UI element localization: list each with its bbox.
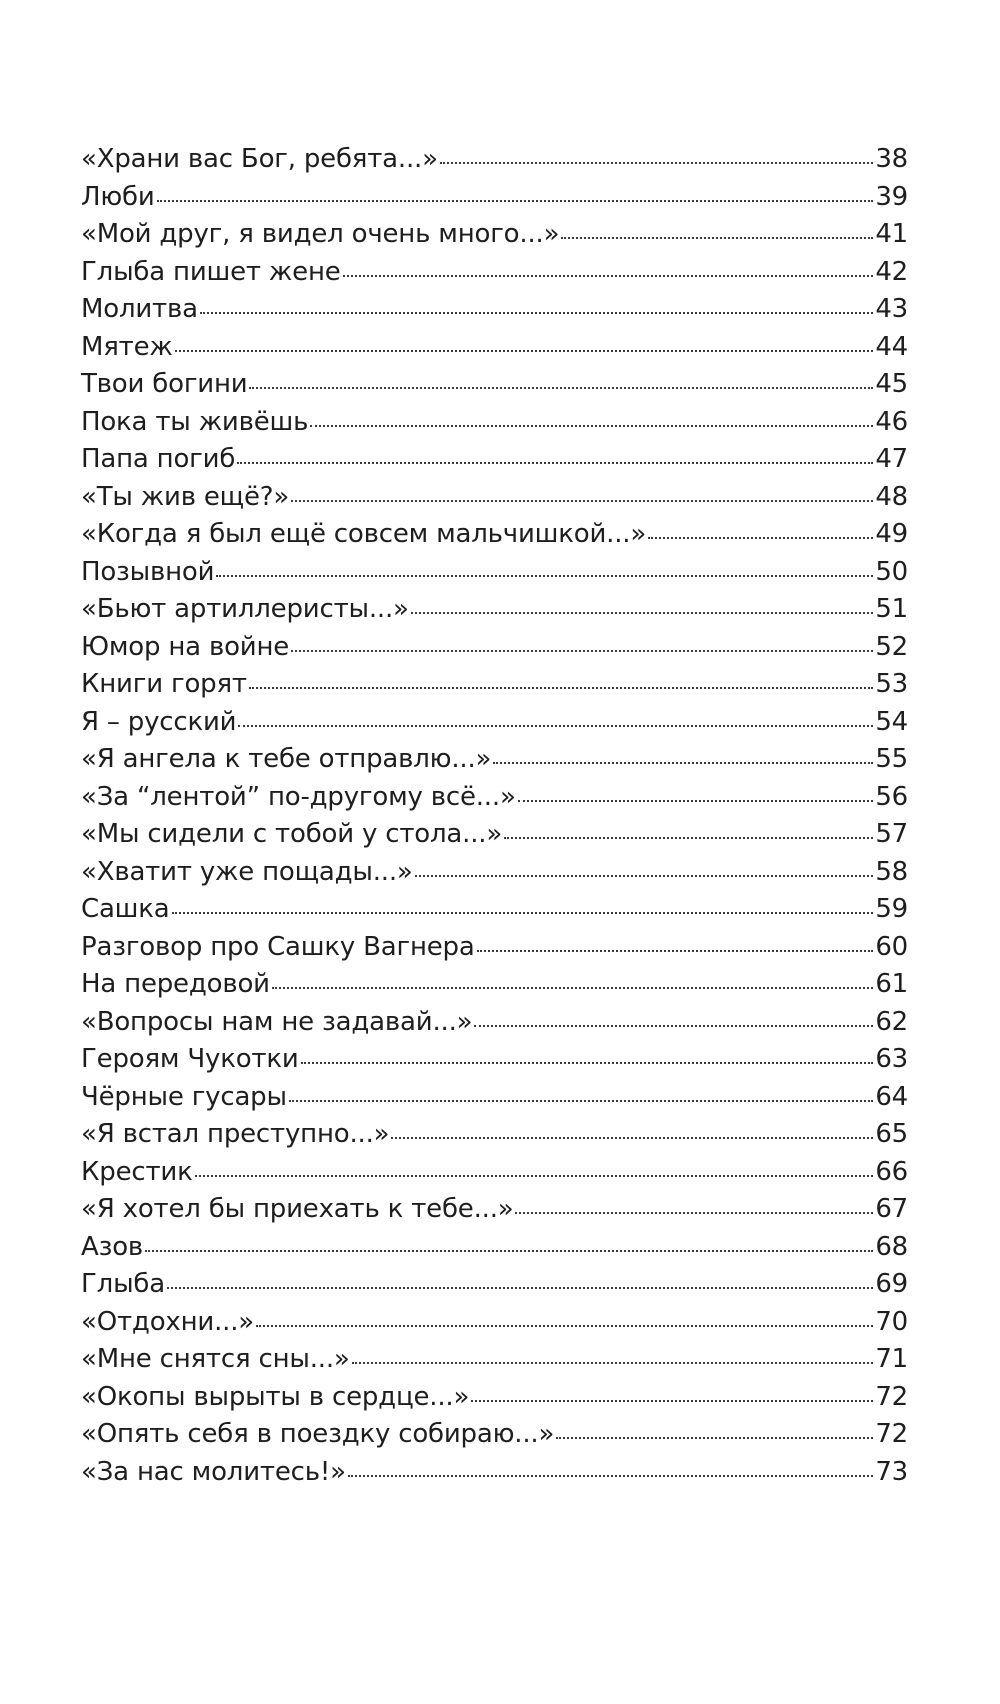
toc-entry-page-number: 70 [875,1306,908,1337]
toc-dot-leader [518,800,874,802]
toc-entry-page-number: 66 [875,1156,908,1187]
toc-dot-leader [391,1137,873,1139]
toc-dot-leader [272,987,873,989]
toc-entry [81,1041,908,1079]
toc-entry-page-number: 44 [875,331,908,362]
toc-entry-page-number: 48 [875,481,908,512]
toc-entry-title: «Я ангела к тебе отправлю...» [81,744,492,774]
toc-entry [81,704,908,742]
toc-dot-leader [172,912,874,914]
toc-entry-title: «Когда я был ещё совсем мальчишкой...» [81,519,647,549]
toc-dot-leader [301,1062,874,1064]
toc-entry-title: «Храни вас Бог, ребята...» [81,144,438,174]
toc-entry-page-number: 50 [875,556,908,587]
toc-dot-leader [200,312,873,314]
toc-entry-title: «Я хотел бы приехать к тебе...» [81,1194,514,1224]
toc-entry [81,141,908,179]
toc-dot-leader [352,1362,874,1364]
toc-dot-leader [343,275,874,277]
toc-entry-page-number: 55 [875,744,908,774]
toc-entry [81,479,908,517]
toc-entry [81,891,908,929]
toc-entry [81,291,908,329]
toc-entry [81,1304,908,1342]
toc-entry [81,1229,908,1267]
toc-entry-page-number: 38 [875,144,908,174]
toc-entry [81,1266,908,1304]
toc-entry-page-number: 39 [875,181,908,212]
toc-dot-leader [348,1475,874,1477]
toc-entry-title: На передовой [81,969,270,999]
toc-entry-title: «За нас молитесь!» [81,1456,346,1487]
toc-entry [81,516,908,554]
toc-entry-page-number: 69 [875,1269,908,1299]
toc-entry-page-number: 59 [875,894,908,924]
toc-entry-page-number: 45 [875,369,908,399]
toc-dot-leader [216,575,873,577]
toc-entry [81,854,908,892]
toc-entry-title: Твои богини [81,369,248,399]
toc-entry [81,1004,908,1042]
toc-entry-title: Я – русский [81,706,237,737]
toc-entry-title: Молитва [81,294,198,324]
toc-entry-title: Позывной [81,556,215,587]
toc-dot-leader [145,1250,873,1252]
toc-dot-leader [195,1175,874,1177]
toc-dot-leader [237,462,873,464]
toc-entry-page-number: 60 [875,931,908,962]
toc-entry-title: Люби [81,181,155,212]
toc-entry-title: Глыба пишет жене [81,256,341,287]
toc-dot-leader [504,837,873,839]
toc-entry-title: «Мой друг, я видел очень много...» [81,219,560,249]
toc-entry-page-number: 53 [875,669,908,699]
toc-dot-leader [411,612,874,614]
toc-entry [81,929,908,967]
toc-entry-page-number: 65 [875,1119,908,1149]
toc-entry-title: Сашка [81,894,170,924]
toc-entry-page-number: 62 [875,1006,908,1037]
toc-dot-leader [561,237,873,239]
toc-dot-leader [249,687,873,689]
toc-entry [81,366,908,404]
toc-entry [81,1116,908,1154]
toc-entry-title: «Отдохни...» [81,1306,254,1337]
toc-entry-title: Азов [81,1231,144,1262]
toc-entry-title: Крестик [81,1156,193,1187]
toc-dot-leader [175,350,874,352]
toc-entry-title: «Хватит уже пощады...» [81,856,413,887]
toc-entry-title: «Мне снятся сны...» [81,1344,350,1374]
toc-entry [81,666,908,704]
toc-entry-title: «Окопы вырыты в сердце...» [81,1381,470,1412]
toc-entry-title: «Ты жив ещё?» [81,481,290,512]
toc-entry [81,554,908,592]
toc-entry-page-number: 64 [875,1081,908,1112]
toc-entry-page-number: 58 [875,856,908,887]
toc-entry-page-number: 63 [875,1044,908,1074]
toc-dot-leader [249,387,873,389]
toc-entry [81,779,908,817]
toc-entry-title: «Мы сидели с тобой у стола...» [81,819,503,849]
toc-entry-page-number: 73 [875,1456,908,1487]
toc-entry-title: Папа погиб [81,444,236,474]
toc-entry-title: «Вопросы нам не задавай...» [81,1006,473,1037]
toc-dot-leader [440,162,873,164]
toc-entry-title: «Опять себя в поездку собираю...» [81,1419,555,1449]
toc-entry [81,404,908,442]
toc-entry-page-number: 68 [875,1231,908,1262]
toc-dot-leader [157,200,874,202]
toc-entry-page-number: 71 [875,1344,908,1374]
toc-entry-title: «Бьют артиллеристы...» [81,594,409,624]
toc-entry [81,591,908,629]
toc-entry-page-number: 49 [875,519,908,549]
toc-dot-leader [238,725,873,727]
toc-entry-page-number: 57 [875,819,908,849]
toc-entry [81,216,908,254]
toc-entry [81,254,908,292]
toc-entry-title: Разговор про Сашку Вагнера [81,931,475,962]
toc-dot-leader [474,1025,873,1027]
toc-entry-page-number: 41 [875,219,908,249]
toc-entry [81,1454,908,1492]
toc-entry-page-number: 51 [875,594,908,624]
toc-dot-leader [291,650,873,652]
toc-entry [81,1079,908,1117]
toc-dot-leader [415,875,874,877]
toc-entry-page-number: 67 [875,1194,908,1224]
toc-entry-title: Глыба [81,1269,165,1299]
toc-entry [81,1191,908,1229]
toc-entry [81,629,908,667]
toc-entry-page-number: 72 [875,1381,908,1412]
toc-entry [81,966,908,1004]
toc-entry [81,1416,908,1454]
toc-entry-page-number: 61 [875,969,908,999]
toc-dot-leader [291,500,873,502]
toc-entry-title: Героям Чукотки [81,1044,299,1074]
toc-dot-leader [167,1287,873,1289]
toc-entry-page-number: 72 [875,1419,908,1449]
toc-dot-leader [477,950,874,952]
toc-entry-page-number: 56 [875,781,908,812]
toc-entry [81,329,908,367]
toc-entry-page-number: 46 [875,406,908,437]
toc-entry-title: «Я встал преступно...» [81,1119,390,1149]
toc-dot-leader [515,1212,873,1214]
toc-entry-page-number: 47 [875,444,908,474]
toc-entry-title: Чёрные гусары [81,1081,287,1112]
toc-entry [81,441,908,479]
toc-entry [81,1341,908,1379]
toc-entry [81,1154,908,1192]
toc-entry-title: Книги горят [81,669,247,699]
toc-entry-title: «За “лентой” по-другому всё...» [81,781,516,812]
toc-entry-title: Пока ты живёшь [81,406,309,437]
toc-entry-page-number: 43 [875,294,908,324]
toc-entry [81,741,908,779]
toc-dot-leader [256,1325,873,1327]
toc-dot-leader [310,425,873,427]
toc-entry-page-number: 42 [875,256,908,287]
toc-entry-title: Юмор на войне [81,631,290,662]
toc-dot-leader [471,1400,873,1402]
toc-entry [81,1379,908,1417]
table-of-contents [81,141,908,1491]
toc-dot-leader [493,762,873,764]
toc-entry-page-number: 52 [875,631,908,662]
toc-dot-leader [648,537,873,539]
toc-entry-title: Мятеж [81,331,173,362]
toc-entry [81,179,908,217]
toc-entry [81,816,908,854]
toc-entry-page-number: 54 [875,706,908,737]
toc-dot-leader [289,1100,873,1102]
toc-dot-leader [556,1437,873,1439]
